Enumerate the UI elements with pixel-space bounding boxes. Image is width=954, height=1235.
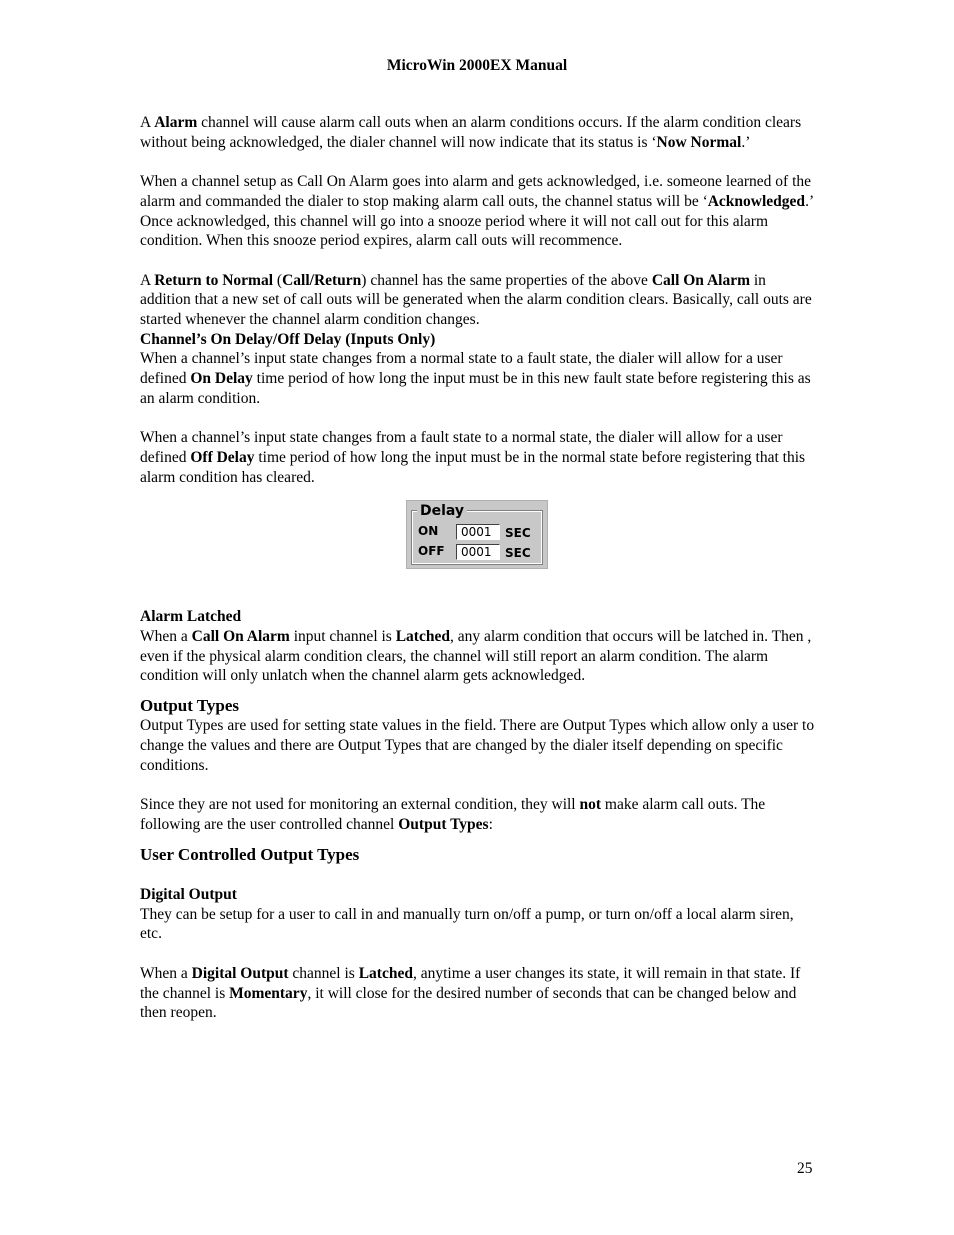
heading-output-types: Output Types xyxy=(140,696,240,716)
heading-on-off-delay: Channel’s On Delay/Off Delay (Inputs Only) xyxy=(140,330,436,348)
delay-legend: Delay xyxy=(417,503,467,519)
heading-digital-output: Digital Output xyxy=(140,886,237,904)
paragraph-digital-output-usage: They can be setup for a user to call in and manually turn on/off a pump, or turn on/off a local alarm siren, etc. xyxy=(140,905,794,943)
off-delay-field[interactable]: 0001 xyxy=(456,544,500,560)
paragraph-no-callouts: Since they are not used for monitoring an external condition, they will not make alarm call outs. The following are the user controlled channel Output Types: xyxy=(140,795,766,833)
paragraph-output-types: Output Types are used for setting state values in the field. There are Output Types which allow only a user to change the values and there are Output Types that are changed by the dialer itself depending on specific conditions. xyxy=(140,717,815,774)
paragraph-acknowledged: When a channel setup as Call On Alarm goes into alarm and gets acknowledged, i.e. someone learned of the alarm and commanded the dialer to stop making alarm call outs, the channel status will be ‘Acknowledged.’ Once acknowledged, this channel will go into a snooze period where it will not call out for this alarm condition. When this snooze period expires, alarm call outs will recommence. xyxy=(140,173,813,250)
paragraph-digital-output-modes: When a Digital Output channel is Latched, anytime a user changes its state, it will remain in that state. If the channel is Momentary, it will close for the desired number of seconds that can be changed below and then reopen. xyxy=(140,964,801,1022)
paragraph-alarm-latched: When a Call On Alarm input channel is Latched, any alarm condition that occurs will be latched in. Then , even if the physical alarm condition clears, the channel will still report an alarm condition. The alarm condition will only unlatch when the channel alarm gets acknowledged. xyxy=(140,628,812,685)
heading-alarm-latched: Alarm Latched xyxy=(140,608,242,626)
on-label: ON xyxy=(418,524,439,539)
paragraph-off-delay: When a channel’s input state changes from a fault state to a normal state, the dialer will allow for a user defined Off Delay time period of how long the input must be in the normal state before registering that this alarm condition has cleared. xyxy=(140,429,806,486)
on-delay-field[interactable]: 0001 xyxy=(456,524,500,540)
paragraph-on-delay: When a channel’s input state changes from a normal state to a fault state, the dialer will allow for a user defined On Delay time period of how long the input must be in this new fault state before registering this as an alarm condition. xyxy=(140,350,811,407)
paragraph-alarm: A Alarm channel will cause alarm call outs when an alarm conditions occurs. If the alarm condition clears without being acknowledged, the dialer channel will now indicate that its status is ‘Now Normal.’ xyxy=(140,114,802,151)
heading-user-controlled-output-types: User Controlled Output Types xyxy=(140,845,360,865)
page-header: MicroWin 2000EX Manual xyxy=(386,57,568,74)
page-body xyxy=(140,113,815,1023)
off-unit: SEC xyxy=(505,546,531,561)
delay-figure xyxy=(140,487,815,607)
on-unit: SEC xyxy=(505,526,531,541)
delay-settings-panel xyxy=(406,500,548,569)
off-label: OFF xyxy=(418,544,445,559)
paragraph-return-to-normal: A Return to Normal (Call/Return) channel has the same properties of the above Call On Alarm in addition that a new set of call outs will be generated when the alarm condition clears. Basically, call outs are started whenever the channel alarm condition changes. xyxy=(140,271,812,328)
page-number: 25 xyxy=(797,1160,813,1177)
